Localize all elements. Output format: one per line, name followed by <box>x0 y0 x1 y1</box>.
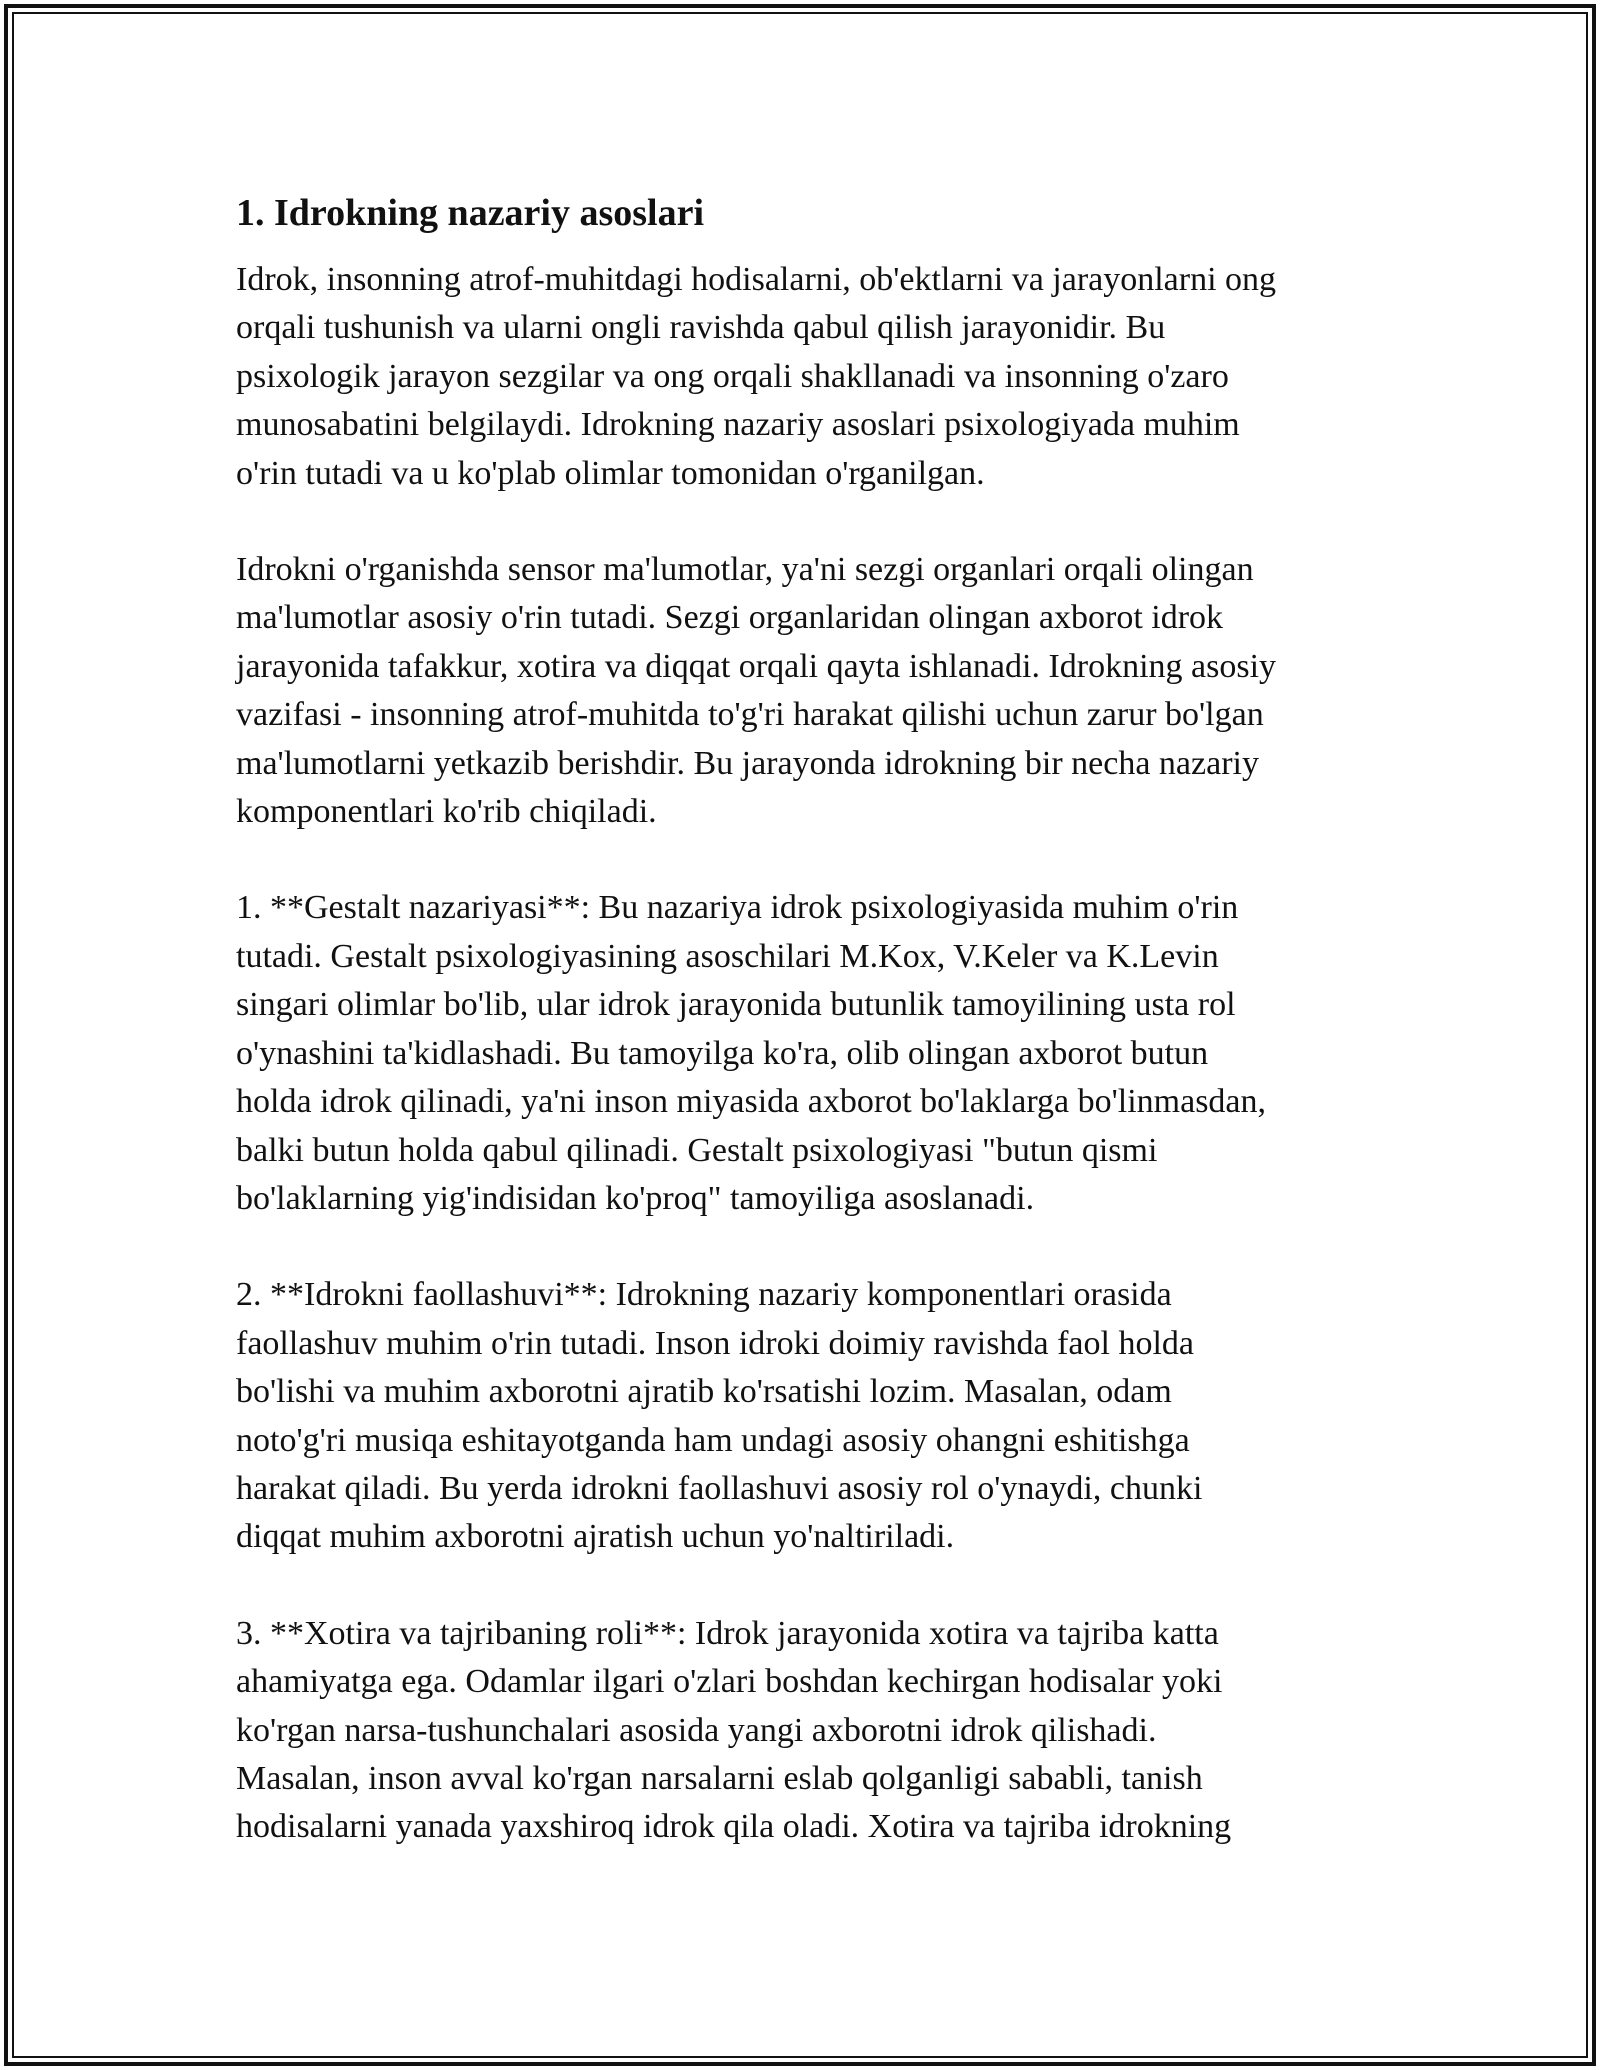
paragraph-line: 2. **Idrokni faollashuvi**: Idrokning nazariy komponentlari orasida <box>236 1276 1172 1314</box>
paragraph <box>236 256 1366 498</box>
paragraph-line: komponentlari ko'rib chiqiladi. <box>236 793 657 831</box>
document-body <box>236 188 1366 1900</box>
paragraph-line: munosabatini belgilaydi. Idrokning nazariy asoslari psixologiyada muhim <box>236 406 1240 444</box>
paragraph-line: ma'lumotlarni yetkazib berishdir. Bu jarayonda idrokning bir necha nazariy <box>236 744 1259 782</box>
paragraph-list <box>236 256 1366 1852</box>
paragraph-line: Masalan, inson avval ko'rgan narsalarni eslab qolganligi sababli, tanish <box>236 1759 1203 1797</box>
paragraph-line: jarayonida tafakkur, xotira va diqqat orqali qayta ishlanadi. Idrokning asosiy <box>236 647 1277 685</box>
paragraph-line: ahamiyatga ega. Odamlar ilgari o'zlari boshdan kechirgan hodisalar yoki <box>236 1663 1223 1701</box>
paragraph-line: bo'laklarning yig'indisidan ko'proq" tamoyiliga asoslanadi. <box>236 1179 1035 1217</box>
paragraph-line: bo'lishi va muhim axborotni ajratib ko'rsatishi lozim. Masalan, odam <box>236 1373 1172 1411</box>
paragraph-line: balki butun holda qabul qilinadi. Gestalt psixologiyasi "butun qismi <box>236 1131 1158 1169</box>
paragraph-line: o'ynashini ta'kidlashadi. Bu tamoyilga ko'ra, olib olingan axborot butun <box>236 1034 1209 1072</box>
paragraph-line: tutadi. Gestalt psixologiyasining asoschilari M.Kox, V.Keler va K.Levin <box>236 937 1219 975</box>
paragraph-line: harakat qiladi. Bu yerda idrokni faollashuvi asosiy rol o'ynaydi, chunki <box>236 1469 1203 1507</box>
paragraph-line: ko'rgan narsa-tushunchalari asosida yangi axborotni idrok qilishadi. <box>236 1711 1157 1749</box>
paragraph-line: faollashuv muhim o'rin tutadi. Inson idroki doimiy ravishda faol holda <box>236 1324 1194 1362</box>
paragraph-line: holda idrok qilinadi, ya'ni inson miyasida axborot bo'laklarga bo'linmasdan, <box>236 1083 1267 1121</box>
paragraph-line: orqali tushunish va ularni ongli ravishda qabul qilish jarayonidir. Bu <box>236 309 1166 347</box>
paragraph <box>236 884 1366 1223</box>
paragraph-line: vazifasi - insonning atrof-muhitda to'g'ri harakat qilishi uchun zarur bo'lgan <box>236 696 1264 734</box>
paragraph-line: 1. **Gestalt nazariyasi**: Bu nazariya idrok psixologiyasida muhim o'rin <box>236 889 1239 927</box>
paragraph-line: o'rin tutadi va u ko'plab olimlar tomonidan o'rganilgan. <box>236 454 985 492</box>
paragraph-line: hodisalarni yanada yaxshiroq idrok qila oladi. Xotira va tajriba idrokning <box>236 1808 1232 1846</box>
paragraph-line: ma'lumotlar asosiy o'rin tutadi. Sezgi organlaridan olingan axborot idrok <box>236 599 1224 637</box>
paragraph-line: 3. **Xotira va tajribaning roli**: Idrok jarayonida xotira va tajriba katta <box>236 1614 1219 1652</box>
section-heading: 1. Idrokning nazariy asoslari <box>236 192 705 234</box>
paragraph <box>236 546 1366 836</box>
paragraph <box>236 1271 1366 1561</box>
paragraph <box>236 1610 1366 1852</box>
paragraph-line: Idrokni o'rganishda sensor ma'lumotlar, ya'ni sezgi organlari orqali olingan <box>236 551 1254 589</box>
paragraph-line: diqqat muhim axborotni ajratish uchun yo'naltiriladi. <box>236 1518 955 1556</box>
paragraph-line: singari olimlar bo'lib, ular idrok jarayonida butunlik tamoyilining usta rol <box>236 986 1236 1024</box>
paragraph-line: noto'g'ri musiqa eshitayotganda ham undagi asosiy ohangni eshitishga <box>236 1421 1190 1459</box>
paragraph-line: psixologik jarayon sezgilar va ong orqali shakllanadi va insonning o'zaro <box>236 357 1229 395</box>
paragraph-line: Idrok, insonning atrof-muhitdagi hodisalarni, ob'ektlarni va jarayonlarni ong <box>236 261 1277 298</box>
